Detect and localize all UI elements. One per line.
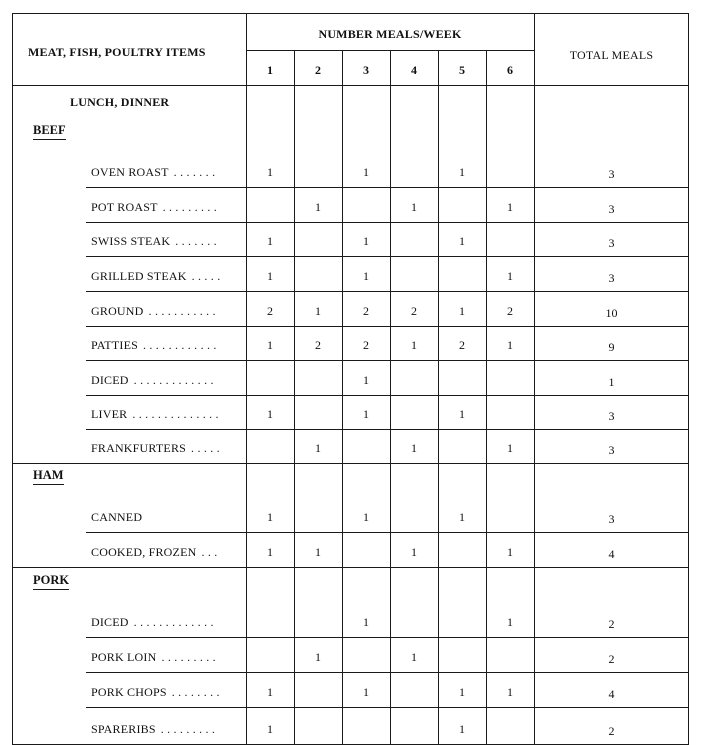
row-rule [86, 256, 689, 257]
col-line [438, 50, 439, 745]
dot-leader: . . . . . . . . . . . . . [133, 615, 214, 629]
count-cell: 1 [507, 685, 513, 699]
count-cell: 1 [267, 269, 273, 283]
total-cell: 3 [608, 409, 615, 423]
count-cell: 2 [507, 304, 513, 318]
item-row-label [91, 234, 217, 249]
row-rule [86, 707, 689, 708]
count-cell: 1 [459, 304, 465, 318]
item-name: PATTIES [91, 338, 138, 352]
dot-leader: . . . . . . . . . . . [148, 304, 216, 318]
total-cell: 4 [608, 687, 615, 701]
dot-leader: . . . . . [191, 269, 221, 283]
count-cell: 1 [363, 407, 369, 421]
total-cell: 3 [608, 167, 615, 181]
total-cell: 2 [608, 724, 615, 738]
item-name: PORK LOIN [91, 650, 157, 664]
day-column-3-header: 3 [363, 63, 369, 77]
total-cell: 3 [608, 236, 615, 250]
count-cell: 1 [507, 441, 513, 455]
table-border-left [12, 13, 13, 745]
item-row-label [91, 373, 214, 388]
item-row-label [91, 338, 217, 353]
dot-leader: . . . . . . . . [171, 685, 220, 699]
count-cell: 1 [411, 338, 417, 352]
items-column-header: MEAT, FISH, POULTRY ITEMS [28, 45, 206, 59]
count-cell: 1 [459, 510, 465, 524]
item-name: POT ROAST [91, 200, 158, 214]
item-name: CANNED [91, 510, 143, 524]
section-label-ham: HAM [33, 468, 64, 485]
total-cell: 10 [605, 306, 618, 320]
col-line [294, 50, 295, 745]
total-cell: 3 [608, 271, 615, 285]
item-row-label [91, 545, 217, 560]
count-cell: 1 [411, 441, 417, 455]
item-name: GRILLED STEAK [91, 269, 187, 283]
dot-leader: . . . . . . . [175, 234, 217, 248]
count-cell: 1 [507, 200, 513, 214]
item-row-label [91, 200, 217, 215]
col-line [534, 13, 535, 745]
col-line [390, 50, 391, 745]
item-name: COOKED, FROZEN [91, 545, 197, 559]
row-rule [12, 567, 689, 568]
dot-leader: . . . . . . . . . . . . . [133, 373, 214, 387]
table-border-top [12, 13, 689, 14]
count-cell: 1 [267, 510, 273, 524]
dot-leader: . . . . . . . . . [162, 200, 217, 214]
count-cell: 1 [411, 200, 417, 214]
count-cell: 1 [507, 338, 513, 352]
item-name: LIVER [91, 407, 128, 421]
meals-table [12, 13, 689, 745]
item-row-label [91, 441, 220, 456]
dot-leader: . . . . . . . . . . . . . . [132, 407, 219, 421]
dot-leader: . . . . . . . [173, 165, 216, 179]
item-row-label [91, 165, 215, 180]
item-row-label [91, 650, 216, 665]
day-column-5-header: 5 [459, 63, 465, 77]
total-cell: 3 [608, 512, 615, 526]
row-rule [86, 326, 689, 327]
count-cell: 1 [411, 650, 417, 664]
item-row-label [91, 304, 216, 319]
item-row-label [91, 510, 147, 525]
count-cell: 1 [267, 234, 273, 248]
row-rule [86, 637, 689, 638]
count-cell: 1 [267, 407, 273, 421]
dot-leader: . . . . . . . . . [160, 722, 216, 736]
row-rule [86, 360, 689, 361]
count-cell: 1 [459, 685, 465, 699]
row-rule [86, 672, 689, 673]
item-name: DICED [91, 615, 129, 629]
item-row-label [91, 615, 214, 630]
section-label-beef: BEEF [33, 123, 66, 140]
count-cell: 1 [363, 685, 369, 699]
count-cell: 1 [363, 165, 369, 179]
day-column-4-header: 4 [411, 63, 417, 77]
count-cell: 1 [267, 722, 273, 736]
item-row-label [91, 685, 220, 700]
count-cell: 1 [315, 545, 321, 559]
item-name: GROUND [91, 304, 144, 318]
count-cell: 2 [315, 338, 321, 352]
count-cell: 1 [507, 269, 513, 283]
item-name: SPARERIBS [91, 722, 156, 736]
day-column-1-header: 1 [267, 63, 273, 77]
count-cell: 1 [507, 545, 513, 559]
table-border-right [688, 13, 689, 745]
item-row-label [91, 407, 219, 422]
item-name: OVEN ROAST [91, 165, 169, 179]
dot-leader: . . . . . [191, 441, 220, 455]
count-cell: 1 [315, 200, 321, 214]
count-cell: 1 [267, 685, 273, 699]
section-label-pork: PORK [33, 573, 69, 590]
row-rule [86, 395, 689, 396]
day-column-6-header: 6 [507, 63, 513, 77]
col-line [342, 50, 343, 745]
count-cell: 1 [363, 373, 369, 387]
count-cell: 1 [267, 338, 273, 352]
day-column-2-header: 2 [315, 63, 321, 77]
item-row-label [91, 722, 215, 737]
meal-group-label: LUNCH, DINNER [70, 95, 170, 109]
count-cell: 1 [507, 615, 513, 629]
item-row-label [91, 269, 220, 284]
total-cell: 2 [608, 617, 615, 631]
row-rule [86, 187, 689, 188]
count-cell: 2 [363, 338, 369, 352]
total-cell: 9 [608, 340, 615, 354]
item-name: PORK CHOPS [91, 685, 167, 699]
col-line [486, 50, 487, 745]
header-rule [12, 85, 689, 86]
dot-leader: . . . [201, 545, 218, 559]
total-cell: 3 [608, 443, 615, 457]
total-meals-header: TOTAL MEALS [569, 48, 654, 62]
meals-per-week-header: NUMBER MEALS/WEEK [318, 27, 462, 41]
count-cell: 1 [315, 304, 321, 318]
item-name: FRANKFURTERS [91, 441, 187, 455]
dot-leader: . . . . . . . . . [161, 650, 216, 664]
total-cell: 4 [608, 547, 615, 561]
row-rule [86, 222, 689, 223]
count-cell: 1 [363, 234, 369, 248]
count-cell: 1 [363, 615, 369, 629]
count-cell: 2 [363, 304, 369, 318]
item-name: SWISS STEAK [91, 234, 171, 248]
row-rule [86, 532, 689, 533]
row-rule [86, 429, 689, 430]
count-cell: 1 [315, 441, 321, 455]
total-cell: 2 [608, 652, 615, 666]
count-cell: 2 [411, 304, 417, 318]
count-cell: 1 [267, 545, 273, 559]
count-cell: 1 [411, 545, 417, 559]
count-cell: 1 [459, 234, 465, 248]
count-cell: 1 [363, 269, 369, 283]
col-line [246, 13, 247, 745]
dot-leader: . . . . . . . . . . . . [142, 338, 217, 352]
count-cell: 2 [267, 304, 273, 318]
total-cell: 3 [608, 202, 615, 216]
item-name: DICED [91, 373, 129, 387]
row-rule [12, 463, 689, 464]
count-cell: 1 [315, 650, 321, 664]
count-cell: 1 [267, 165, 273, 179]
count-cell: 1 [459, 722, 465, 736]
count-cell: 1 [459, 407, 465, 421]
count-cell: 2 [459, 338, 465, 352]
count-cell: 1 [459, 165, 465, 179]
count-cell: 1 [363, 510, 369, 524]
row-rule [86, 291, 689, 292]
total-cell: 1 [608, 375, 615, 389]
